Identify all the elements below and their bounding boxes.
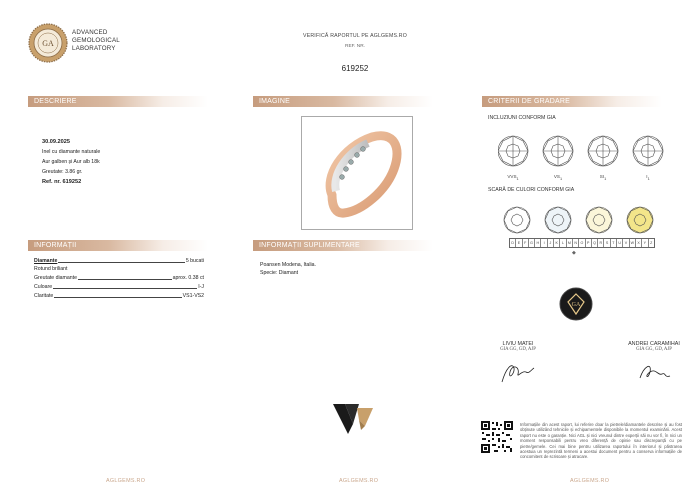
info-value: VS1-VS2	[182, 293, 204, 299]
color-scale-cell: I	[540, 239, 546, 247]
color-scale-cell: U	[616, 239, 622, 247]
inclusion-title: INCLUZIUNI CONFORM GIA	[488, 115, 556, 121]
color-scale-cell: O	[578, 239, 584, 247]
footer-center: AGLGEMS.RO	[339, 478, 379, 484]
color-scale-cell: K	[553, 239, 559, 247]
color-scale-cell: R	[597, 239, 603, 247]
color-scale-cell: L	[559, 239, 565, 247]
signature-title: GIA GG, GD, AJP	[636, 347, 672, 352]
section-informatii-supl: INFORMAȚII SUPLIMENTARE	[253, 240, 433, 251]
color-scale-cell: T	[610, 239, 616, 247]
descriere-line1: Inel cu diamante naturale	[42, 149, 101, 155]
color-scale-cell: W	[630, 241, 634, 245]
color-scale-cell: P	[585, 239, 591, 247]
lab-name-line2: GEMOLOGICAL	[72, 37, 120, 44]
inclusion-label-2: $SI_1$	[599, 174, 607, 181]
info-label: Claritate	[34, 293, 54, 299]
info-label: Diamante	[34, 258, 58, 264]
svg-text:GA: GA	[571, 302, 581, 308]
inclusion-diamonds	[498, 134, 668, 172]
color-scale-cell: Z	[648, 239, 654, 247]
color-scale-cell: M	[566, 239, 572, 247]
info-value: I-J	[198, 284, 204, 290]
ref-number: 619252	[341, 64, 369, 73]
inclusion-label-1: $VS_1$	[553, 174, 563, 181]
color-scale-cell: H	[534, 239, 540, 247]
info-row-2	[34, 275, 204, 281]
descriere-ref: Ref. nr. 619252	[42, 179, 82, 185]
section-criterii: CRITERII DE GRADARE	[482, 96, 662, 107]
info-value: 5 bucati	[185, 258, 204, 264]
color-scale-cell: G	[528, 239, 534, 247]
color-scale-cell: S	[603, 239, 609, 247]
disclaimer: Informațiile din acest raport, lui referire doar la pietrele/diamantele descrise și au fost obținute utilizând tehnicile și echipamentele disponibile la momentul examinării. Acest raport nu este o garanție. Nici AGL și nici vreunul dintre experții săi nu vor fi, în nici un moment responsabili pentru vreo diferență de opinie sau discrepanță cu pe pietre/gemele. Cei mai bine pentru utilizarea raportului în interiorul și păstrarea acestuia un reprezintă termeni a acestui document pentru a conserva informațiile de concomitent de scrisoare și atracare.	[520, 422, 682, 460]
color-scale-cell: J	[547, 239, 553, 247]
brand-logo-icon	[331, 402, 375, 436]
agl-logo	[559, 287, 593, 321]
info-leader	[78, 279, 172, 280]
ring-image-frame	[301, 116, 413, 230]
info-leader	[53, 288, 197, 289]
descriere-date: 30.09.2025	[42, 139, 70, 145]
qr-code-icon	[480, 420, 514, 454]
info-row-0	[34, 258, 204, 264]
inclusion-label-0: $VVS_1$	[507, 174, 519, 181]
diamond-color-icon	[504, 207, 653, 233]
signature-block-1	[622, 341, 686, 391]
info-supl-line2: Specie: Diamant	[260, 270, 299, 276]
brand-logo	[331, 402, 375, 436]
lab-name	[72, 29, 120, 53]
info-supl-block	[260, 261, 316, 277]
info-label: Greutate diamante	[34, 275, 77, 281]
info-value: aprox. 0.38 ct	[172, 275, 204, 281]
info-leader	[54, 297, 181, 298]
descriere-block	[42, 137, 100, 187]
signature-icon	[634, 358, 674, 386]
lab-seal	[28, 23, 68, 63]
section-informatii: INFORMAȚII	[28, 240, 208, 251]
color-scale	[509, 238, 655, 248]
info-label: Culoare	[34, 284, 53, 290]
svg-text:GA: GA	[42, 39, 54, 48]
signature-name: LIVIU MATEI	[502, 341, 534, 347]
ref-label: REF. NR.	[345, 44, 365, 49]
color-diamonds	[503, 205, 663, 235]
info-leader	[58, 262, 184, 263]
info-label: Rotund briliant	[34, 266, 68, 272]
color-scale-cell: Q	[591, 239, 597, 247]
descriere-line2: Aur galben și Aur alb 18k	[42, 159, 100, 165]
verify-title: VERIFICĂ RAPORTUL PE AGLGEMS.RO	[303, 33, 407, 39]
signature-icon	[498, 358, 538, 386]
color-scale-cell: X	[635, 239, 641, 247]
info-row-4	[34, 293, 204, 299]
info-row-3	[34, 284, 204, 290]
lab-name-line1: ADVANCED	[72, 29, 108, 36]
ring-image	[302, 117, 412, 229]
lab-name-line3: LABORATORY	[72, 45, 116, 52]
footer-left: AGLGEMS.RO	[106, 478, 146, 484]
color-scale-cell: N	[572, 239, 578, 247]
inclusion-label-3: $I_1$	[646, 174, 650, 181]
signature-name: ANDREI CARAMIHAI	[628, 341, 680, 347]
descriere-line3: Greutate: 3.86 gr.	[42, 169, 83, 175]
info-row-1	[34, 266, 204, 272]
agl-logo-icon	[559, 287, 593, 321]
scale-arrow: ◆	[572, 250, 576, 256]
signature-block-0	[488, 341, 548, 391]
color-scale-cell: F	[522, 239, 528, 247]
qr-code	[480, 420, 514, 454]
verify-block	[290, 33, 420, 73]
section-imagine: IMAGINE	[253, 96, 433, 107]
section-descriere: DESCRIERE	[28, 96, 208, 107]
color-scale-cell: D	[511, 241, 514, 245]
color-scale-cell: E	[515, 239, 521, 247]
seal-icon	[28, 23, 68, 63]
info-supl-line1: Poansen Modena, Italia.	[260, 262, 316, 268]
color-scale-cell: Y	[641, 239, 647, 247]
color-title: SCARĂ DE CULORI CONFORM GIA	[488, 187, 575, 193]
footer-right: AGLGEMS.RO	[570, 478, 610, 484]
color-scale-cell: V	[622, 239, 628, 247]
diamond-clarity-icon	[498, 136, 663, 166]
signature-title: GIA GG, GD, AJP	[500, 347, 536, 352]
